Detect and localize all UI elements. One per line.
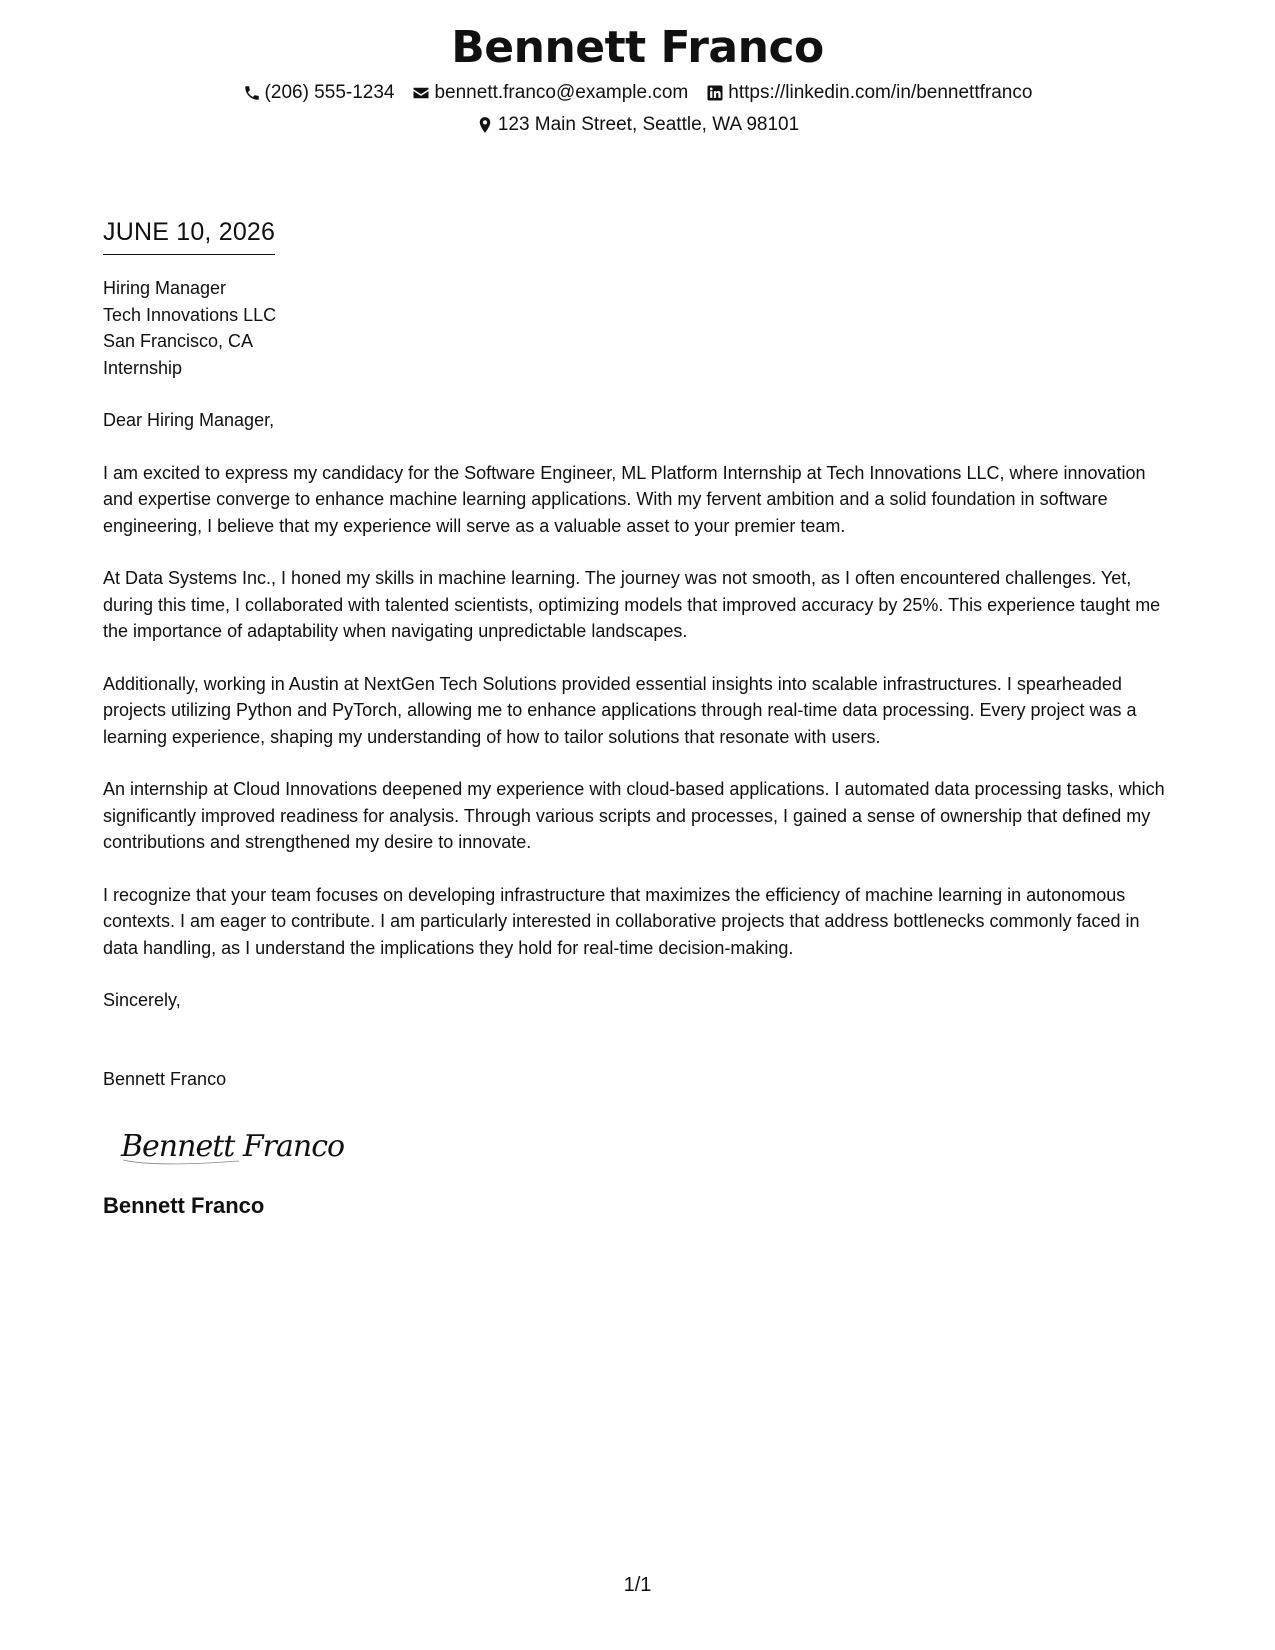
signature-text: Bennett Franco	[121, 1129, 345, 1164]
letter-body	[103, 216, 1178, 1220]
contact-linkedin[interactable]	[706, 80, 1032, 106]
paragraph-cloud-innovations: An internship at Cloud Innovations deepened my experience with cloud-based applications. I automated data processing tasks, which significantly improved readiness for analysis. Through various scripts and processes, I gained a sense of ownership that defined my contributions and strengthened my desire to innovate.	[103, 779, 1165, 852]
envelope-icon	[412, 84, 430, 102]
map-marker-icon	[476, 116, 494, 134]
contact-phone	[243, 80, 395, 106]
signature-name: Bennett Franco	[103, 1193, 265, 1218]
letter-date: JUNE 10, 2026	[103, 218, 276, 246]
contact-address	[476, 112, 799, 138]
paragraph-closing-interest: I recognize that your team focuses on developing infrastructure that maximizes the efficiency of machine learning in autonomous contexts. I am eager to contribute. I am particularly interested in collaborative projects that address bottlenecks commonly faced in data handling, as I understand the implications they hold for real-time decision-making.	[103, 884, 1140, 958]
contact-row-secondary	[0, 112, 1275, 138]
address-text: 123 Main Street, Seattle, WA 98101	[497, 114, 800, 135]
paragraph-nextgen: Additionally, working in Austin at NextGen Tech Solutions provided essential insights into scalable infrastructures. I spearheaded projects utilizing Python and PyTorch, allowing me to enhance applications through real-time data processing. Every project was a learning experience, shaping my understanding of how to tailor solutions that resonate with users.	[103, 673, 1137, 747]
closing: Sincerely,	[103, 990, 181, 1010]
page-number: 1/1	[623, 1574, 652, 1596]
email-text: bennett.franco@example.com	[434, 82, 689, 103]
linkedin-icon	[706, 84, 724, 102]
phone-icon	[243, 84, 261, 102]
letter-header	[0, 18, 1275, 138]
applicant-name: Bennett Franco	[451, 22, 824, 73]
paragraph-data-systems: At Data Systems Inc., I honed my skills in machine learning. The journey was not smooth, as I often encountered challenges. Yet, during this time, I collaborated with talented scientists, optimizing models that improved accuracy by 25%. This experience taught me the importance of adaptability when navigating unpredictable landscapes.	[103, 568, 1161, 641]
recipient-position: Internship	[103, 357, 183, 378]
contact-email[interactable]	[412, 80, 688, 106]
recipient-title: Hiring Manager	[103, 278, 227, 298]
recipient-location: San Francisco, CA	[103, 331, 254, 351]
date-underline	[103, 216, 275, 255]
salutation: Dear Hiring Manager,	[103, 410, 275, 430]
paragraph-intro: I am excited to express my candidacy for the Software Engineer, ML Platform Internship at Tech Innovations LLC, where innovation and expertise converge to enhance machine learning applications. With my fervent ambition and a solid foundation in software engineering, I believe that my experience will serve as a valuable asset to your premier team.	[103, 462, 1146, 536]
linkedin-text: https://linkedin.com/in/bennettfranco	[728, 82, 1033, 103]
recipient-company: Tech Innovations LLC	[103, 304, 277, 325]
phone-text: (206) 555-1234	[264, 82, 395, 103]
closing-name: Bennett Franco	[103, 1068, 227, 1089]
handwritten-signature	[119, 1120, 349, 1170]
recipient-block	[103, 275, 1178, 381]
contact-row-primary	[0, 80, 1275, 106]
